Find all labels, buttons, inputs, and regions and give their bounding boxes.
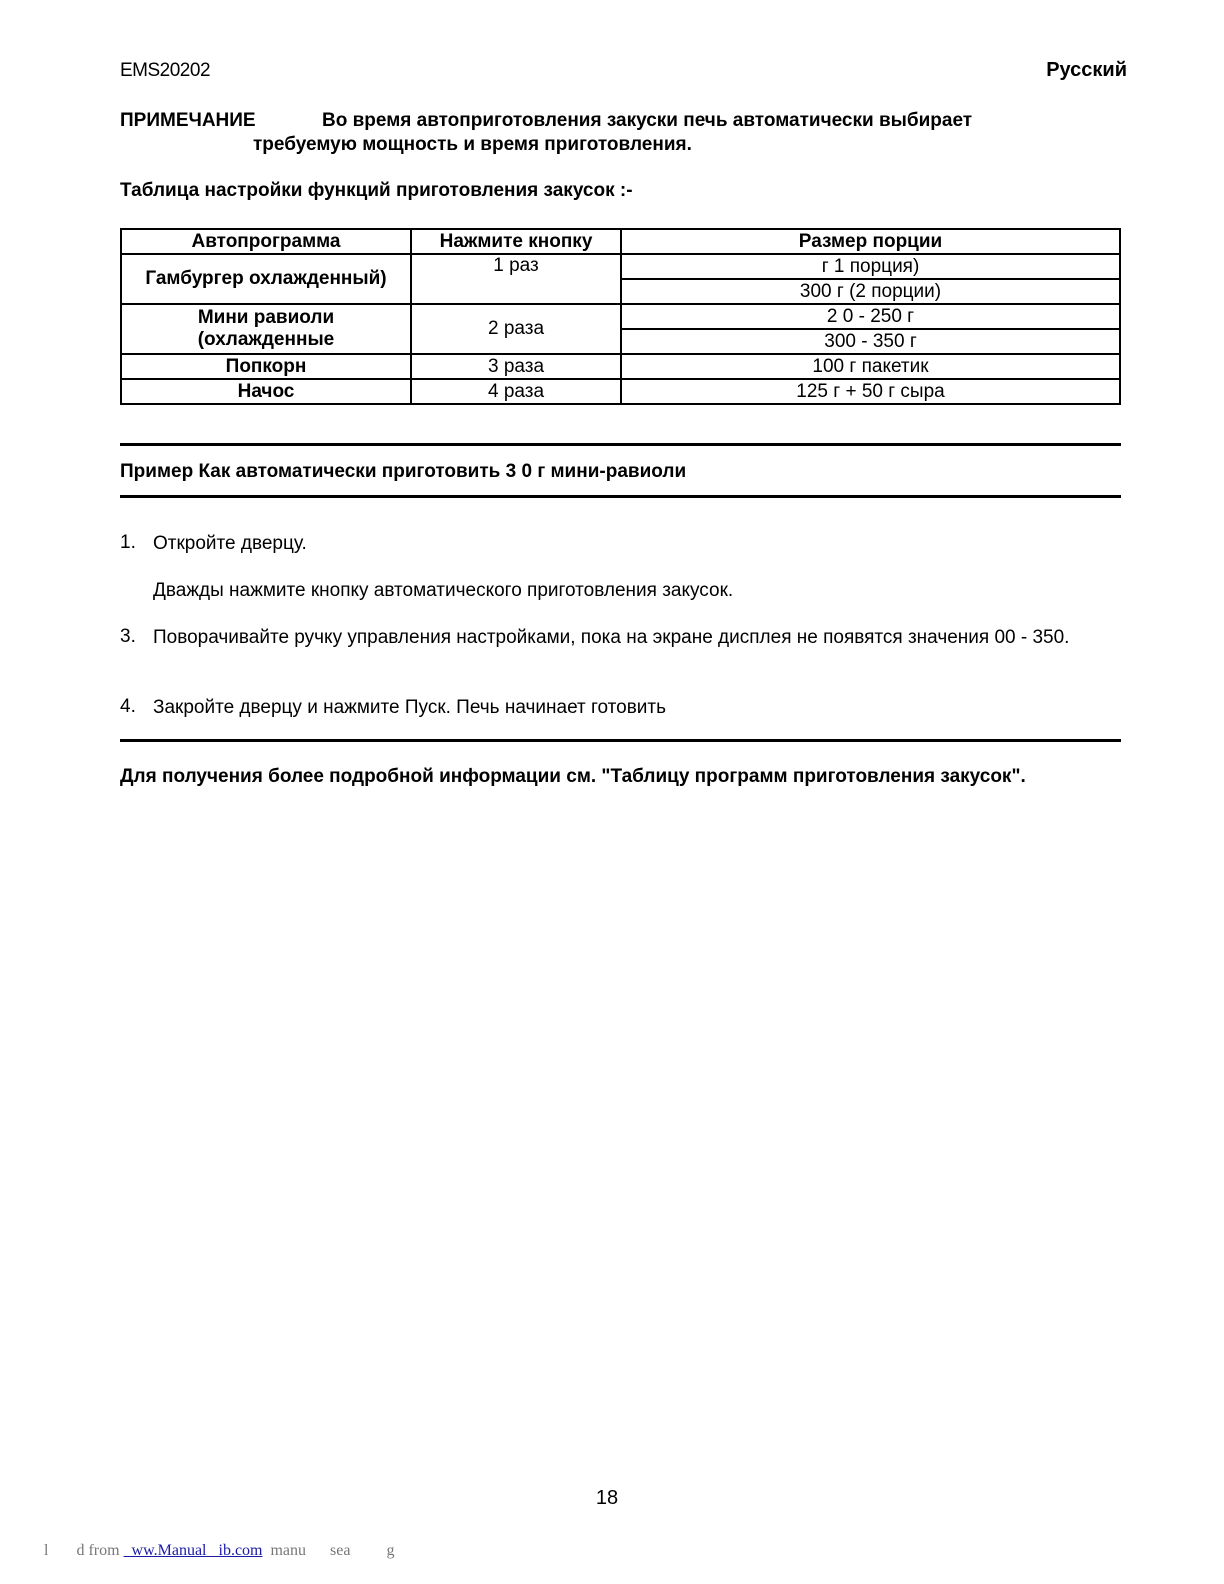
step-text: Поворачивайте ручку управления настройками, пока на экране дисплея не появятся значения 00 - 350. (153, 627, 1070, 648)
table-title: Таблица настройки функций приготовления закусок :- (120, 180, 633, 201)
step-text: Откройте дверцу. (153, 533, 307, 554)
download-link[interactable]: ww.Manual ib.com (123, 1542, 263, 1559)
divider (120, 443, 1121, 446)
more-info-note: Для получения более подробной информации см. "Таблицу программ приготовления закусок". (120, 766, 1026, 787)
page-number: 18 (595, 1487, 619, 1509)
column-header: Нажмите кнопку (411, 229, 621, 254)
step-number: 1. (120, 532, 136, 553)
press-cell: 4 раза (411, 379, 621, 404)
table-row (121, 254, 1120, 279)
note-label: ПРИМЕЧАНИЕ (120, 110, 256, 131)
download-suffix: manu sea g (262, 1542, 395, 1559)
size-cell: 100 г пакетик (621, 354, 1120, 379)
download-footer (44, 1542, 394, 1560)
step-number: 4. (120, 696, 136, 717)
note-text-line1: Во время автоприготовления закуски печь автоматически выбирает (322, 110, 973, 131)
divider (120, 495, 1121, 498)
divider (120, 739, 1121, 742)
example-title: Пример Как автоматически приготовить 3 0 г мини-равиоли (120, 461, 687, 482)
step-number: 3. (120, 626, 136, 647)
press-cell: 1 раз (411, 254, 621, 304)
size-cell: 300 г (2 порции) (621, 279, 1120, 304)
download-prefix: l d from (44, 1542, 124, 1559)
size-cell: 300 - 350 г (621, 329, 1120, 354)
program-cell: Начос (121, 379, 411, 404)
press-cell: 3 раза (411, 354, 621, 379)
column-header: Размер порции (621, 229, 1120, 254)
size-cell: 2 0 - 250 г (621, 304, 1120, 329)
table-row (121, 379, 1120, 404)
program-line: (охлажденные (197, 329, 335, 350)
program-cell: Попкорн (121, 354, 411, 379)
column-header: Автопрограмма (121, 229, 411, 254)
table-row (121, 304, 1120, 329)
table-row (121, 354, 1120, 379)
snack-settings-table (120, 228, 1121, 405)
language-label: Русский (1046, 59, 1127, 81)
size-cell: г 1 порция) (621, 254, 1120, 279)
program-cell (121, 304, 411, 354)
table-header-row (121, 229, 1120, 254)
program-line: Мини равиоли (197, 307, 335, 328)
size-cell: 125 г + 50 г сыра (621, 379, 1120, 404)
note-text-line2: требуемую мощность и время приготовления. (253, 134, 692, 155)
program-cell: Гамбургер охлажденный) (121, 254, 411, 304)
press-cell: 2 раза (411, 304, 621, 354)
step-text: Дважды нажмите кнопку автоматического приготовления закусок. (153, 580, 734, 601)
model-number: EMS20202 (120, 60, 211, 81)
step-text: Закройте дверцу и нажмите Пуск. Печь начинает готовить (153, 697, 667, 718)
